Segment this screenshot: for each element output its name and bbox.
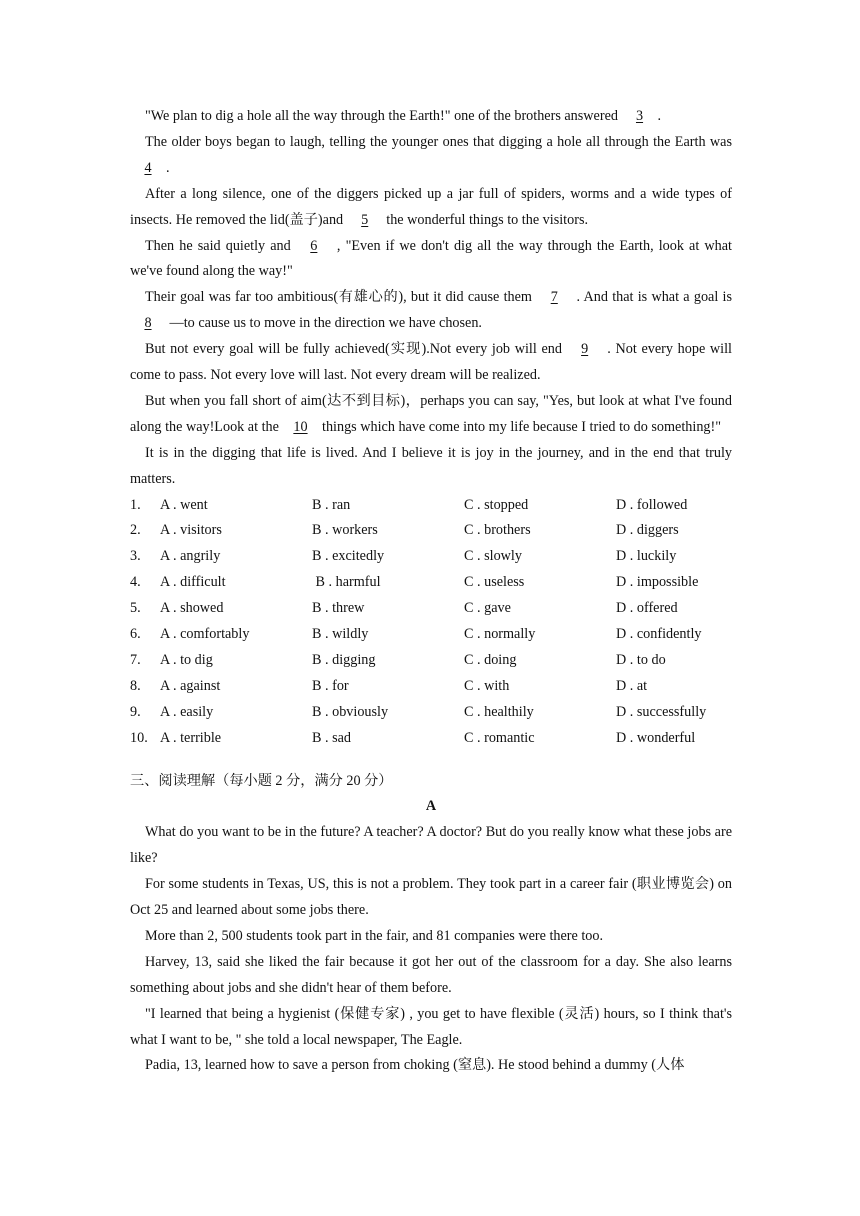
options-row	[130, 648, 732, 674]
option-b: B . ran	[312, 496, 351, 513]
reading-passage	[130, 820, 732, 1079]
blank-7	[536, 285, 572, 311]
exam-page	[130, 104, 732, 1079]
option-c: C . slowly	[464, 548, 522, 565]
question-number: 5.	[130, 600, 141, 617]
section-title: 三、阅读理解（每小题 2 分，满分 20 分）	[130, 772, 393, 789]
paragraph-text: But when you fall short of aim(达不到目标)，perhaps you can say, "Yes, but look at what I've found along the way!Look at the	[130, 392, 732, 435]
options-row	[130, 493, 732, 519]
options-row	[130, 700, 732, 726]
options-row	[130, 622, 732, 648]
blank-9	[567, 337, 603, 363]
question-number: 4.	[130, 574, 141, 591]
option-b: B . digging	[312, 651, 376, 668]
option-d: D . to do	[616, 651, 666, 668]
question-number: 8.	[130, 677, 141, 694]
blank-number: 6	[310, 237, 318, 254]
options-row	[130, 726, 732, 752]
option-d: D . followed	[616, 496, 688, 513]
option-b: B . for	[312, 677, 349, 694]
option-d: D . diggers	[616, 522, 679, 539]
reading-paragraph: Padia, 13, learned how to save a person from choking (窒息). He stood behind a dummy (人体	[145, 1057, 685, 1074]
cloze-paragraph	[130, 441, 732, 493]
option-a: A . difficult	[160, 574, 226, 591]
question-number: 9.	[130, 703, 141, 720]
option-c: C . with	[464, 677, 510, 694]
option-a: A . easily	[160, 703, 214, 720]
blank-8	[130, 311, 166, 337]
blank-5	[347, 208, 383, 234]
option-b: B . sad	[312, 729, 352, 746]
option-a: A . to dig	[160, 651, 213, 668]
blank-number: 5	[361, 211, 369, 228]
reading-paragraph: "I learned that being a hygienist (保健专家) , you get to have flexible (灵活) hours, so I think that's what I want to be, " she told a local newspaper, The Eagle.	[130, 1005, 732, 1048]
passage-label: A	[425, 798, 437, 815]
paragraph-text: But not every goal will be fully achieved(实现).Not every job will end	[145, 341, 567, 358]
cloze-passage	[130, 104, 732, 493]
question-number: 6.	[130, 626, 141, 643]
option-a: A . visitors	[160, 522, 222, 539]
option-d: D . impossible	[616, 574, 699, 591]
cloze-paragraph	[130, 285, 732, 337]
question-number: 1.	[130, 496, 141, 513]
paragraph-text: . Not every hope will come to pass. Not every love will last. Not every dream will be realized.	[130, 341, 733, 384]
blank-4	[130, 156, 166, 182]
reading-paragraph: For some students in Texas, US, this is not a problem. They took part in a career fair (职业博览会) on Oct 25 and learned about some jobs there.	[130, 876, 732, 919]
blank-10	[282, 415, 318, 441]
question-number: 3.	[130, 548, 141, 565]
option-a: A . against	[160, 677, 221, 694]
question-number: 7.	[130, 651, 141, 668]
option-b: B . excitedly	[312, 548, 385, 565]
option-a: A . angrily	[160, 548, 221, 565]
blank-number: 8	[144, 315, 152, 332]
paragraph-text: the wonderful things to the visitors.	[382, 211, 589, 228]
option-c: C . normally	[464, 626, 536, 643]
option-d: D . at	[616, 677, 648, 694]
option-c: C . romantic	[464, 729, 535, 746]
paragraph-text: The older boys began to laugh, telling the younger ones that digging a hole all through the Earth was	[145, 133, 732, 150]
option-b: B . wildly	[312, 626, 369, 643]
option-a: A . comfortably	[160, 626, 250, 643]
option-b: B . workers	[312, 522, 378, 539]
cloze-paragraph	[130, 130, 732, 182]
question-number: 2.	[130, 522, 141, 539]
blank-number: 7	[550, 289, 558, 306]
blank-number: 4	[144, 159, 152, 176]
option-c: C . healthily	[464, 703, 534, 720]
paragraph-text: Their goal was far too ambitious(有雄心的), but it did cause them	[145, 289, 537, 306]
paragraph-text: .	[166, 159, 170, 176]
options-row	[130, 674, 732, 700]
paragraph-text: things which have come into my life because I tried to do something!"	[318, 418, 722, 435]
blank-number: 3	[635, 108, 644, 124]
paragraph-text: After a long silence, one of the diggers picked up a jar full of spiders, worms and a wide types of insects. He removed the lid(盖子)and	[130, 185, 732, 228]
option-d: D . wonderful	[616, 729, 696, 746]
option-c: C . useless	[464, 574, 525, 591]
option-b: B . harmful	[312, 574, 381, 591]
reading-paragraph: Harvey, 13, said she liked the fair because it got her out of the classroom for a day. She also learns something about jobs and she didn't hear of them before.	[130, 953, 732, 996]
paragraph-text: It is in the digging that life is lived. And I believe it is joy in the journey, and in the end that truly matters.	[130, 444, 732, 487]
cloze-paragraph	[130, 234, 732, 286]
paragraph-text: "We plan to dig a hole all the way through the Earth!" one of the brothers answered	[145, 108, 622, 124]
option-c: C . brothers	[464, 522, 531, 539]
blank-3	[622, 104, 658, 130]
blank-6	[296, 234, 332, 260]
option-c: C . doing	[464, 651, 517, 668]
options-row	[130, 518, 732, 544]
option-d: D . successfully	[616, 703, 707, 720]
paragraph-text: . And that is what a goal is	[572, 289, 733, 306]
option-a: A . terrible	[160, 729, 222, 746]
paragraph-text: .	[657, 108, 662, 124]
option-b: B . threw	[312, 600, 365, 617]
options-list	[130, 493, 732, 752]
options-row	[130, 570, 732, 596]
options-row	[130, 544, 732, 570]
paragraph-text: —to cause us to move in the direction we have chosen.	[166, 315, 482, 332]
cloze-paragraph	[130, 182, 732, 234]
cloze-paragraph	[130, 389, 732, 441]
option-a: A . showed	[160, 600, 224, 617]
option-a: A . went	[160, 496, 208, 513]
blank-number: 10	[293, 418, 308, 435]
options-row	[130, 596, 732, 622]
cloze-paragraph	[130, 337, 732, 389]
option-c: C . gave	[464, 600, 511, 617]
option-d: D . offered	[616, 600, 678, 617]
option-b: B . obviously	[312, 703, 389, 720]
paragraph-text: , "Even if we don't dig all the way through the Earth, look at what we've found along the way!"	[130, 237, 732, 280]
reading-paragraph: More than 2, 500 students took part in the fair, and 81 companies were there too.	[145, 927, 604, 944]
paragraph-text: Then he said quietly and	[145, 237, 296, 254]
option-d: D . luckily	[616, 548, 677, 565]
cloze-paragraph	[130, 104, 732, 130]
reading-paragraph: What do you want to be in the future? A teacher? A doctor? But do you really know what these jobs are like?	[130, 824, 732, 867]
option-c: C . stopped	[464, 496, 529, 513]
question-number: 10.	[130, 729, 148, 746]
blank-number: 9	[581, 341, 589, 358]
option-d: D . confidently	[616, 626, 702, 643]
